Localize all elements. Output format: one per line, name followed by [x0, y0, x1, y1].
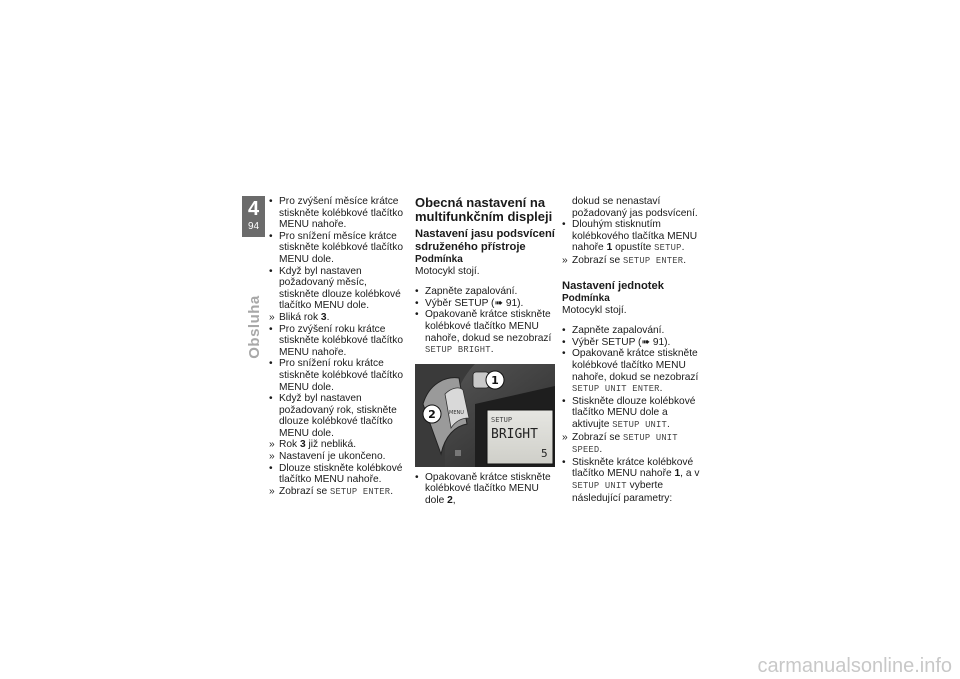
display-line2: BRIGHT: [491, 426, 538, 442]
item-text: Stiskněte krátce kolébkové tlačítko MENU nahoře: [572, 456, 694, 480]
item-text: .: [326, 311, 330, 323]
watermark: carmanualsonline.info: [757, 655, 952, 677]
instruction-list: [415, 472, 555, 507]
bullet-marker: •: [562, 336, 566, 348]
callout-1: [486, 371, 504, 389]
list-item: [269, 324, 409, 359]
item-text: .: [681, 242, 685, 254]
item-text: .: [599, 444, 603, 456]
item-text: Výběr SETUP (➠ 91).: [425, 297, 524, 309]
item-text: Když byl nastaven požadovaný měsíc, stiskněte dlouze kolébkové tlačítko MENU dole.: [279, 265, 401, 312]
display-text: SETUP UNIT SPEED: [572, 432, 678, 456]
column-2: [415, 196, 555, 507]
item-text: Zapněte zapalování.: [572, 325, 665, 337]
list-item: [562, 255, 702, 268]
reference-number: 3: [320, 311, 327, 323]
item-text: Opakovaně krátce stiskněte kolébkové tlačítko MENU nahoře, dokud se nezobrazí: [572, 348, 699, 383]
subsection-title: Nastavení jednotek: [562, 279, 664, 292]
display-text: SETUP UNIT: [572, 480, 627, 491]
condition-text: Motocykl stojí.: [415, 265, 480, 277]
item-text: Opakovaně krátce stiskněte kolébkové tlačítko MENU nahoře, dokud se nezobrazí: [425, 309, 552, 344]
list-item: [269, 486, 409, 499]
bullet-marker: •: [562, 219, 566, 231]
reference-number: 3: [299, 439, 306, 451]
display-line1: SETUP: [491, 415, 513, 424]
instrument-photo: [415, 364, 555, 467]
list-item: [415, 286, 555, 298]
item-text: Zapněte zapalování.: [425, 286, 518, 298]
bullet-marker: •: [562, 348, 566, 360]
list-item: [415, 298, 555, 310]
list-item: [562, 325, 702, 337]
column-1: [269, 196, 409, 498]
item-text: Nastavení je ukončeno.: [279, 451, 386, 463]
instruction-list: [562, 325, 702, 504]
list-item: [269, 439, 409, 451]
result-marker: »: [562, 431, 568, 443]
bullet-marker: •: [562, 325, 566, 337]
list-item: [269, 358, 409, 393]
instruction-list: [269, 196, 409, 498]
column-3: [562, 196, 702, 504]
list-item: [415, 472, 555, 507]
bullet-marker: •: [562, 456, 566, 468]
reference-number: 1: [606, 242, 613, 254]
item-text: Opakovaně krátce stiskněte kolébkové tlačítko MENU dole: [425, 471, 551, 506]
item-text: Pro snížení roku krátce stiskněte kolébkové tlačítko MENU dole.: [279, 358, 404, 393]
list-item: [562, 457, 702, 504]
item-text: ,: [452, 494, 456, 506]
item-text: .: [683, 254, 687, 266]
list-item: [269, 393, 409, 439]
bullet-marker: •: [415, 286, 419, 298]
chapter-tab: [242, 196, 265, 237]
bullet-marker: •: [269, 230, 273, 242]
list-item: [415, 309, 555, 356]
item-text: , a v: [680, 468, 700, 480]
list-item: [562, 348, 702, 395]
list-item: [562, 219, 702, 255]
item-text: Zobrazí se: [572, 431, 623, 443]
bullet-marker: •: [269, 323, 273, 335]
display-text: SETUP UNIT ENTER: [572, 384, 660, 395]
section-title: Obecná nastavení na multifunkčním displeji: [415, 195, 553, 224]
result-marker: »: [269, 451, 275, 463]
item-text: Bliká rok: [279, 311, 321, 323]
bullet-marker: •: [562, 395, 566, 407]
display-digit: 5: [541, 446, 548, 460]
chapter-number: 4: [247, 198, 260, 220]
item-text: Stiskněte dlouze kolébkové tlačítko MENU dole a aktivujte: [572, 395, 696, 430]
item-text: .: [490, 344, 494, 356]
bullet-marker: •: [269, 265, 273, 277]
list-item: [562, 396, 702, 432]
bullet-marker: •: [269, 462, 273, 474]
item-text: .: [390, 485, 394, 497]
bullet-marker: •: [415, 309, 419, 321]
item-text: již nebliká.: [305, 439, 357, 451]
display-text: SETUP BRIGHT: [425, 345, 491, 356]
result-marker: »: [269, 485, 275, 497]
item-text: vyberte následující parametry:: [572, 479, 673, 504]
item-text: Pro snížení měsíce krátce stiskněte kolébkové tlačítko MENU dole.: [279, 230, 404, 265]
section-label: Obsluha: [245, 295, 263, 359]
bullet-marker: •: [269, 393, 273, 405]
item-text: .: [667, 419, 670, 430]
callout-2-label: 2: [428, 407, 436, 421]
item-text: .: [659, 383, 663, 395]
result-marker: »: [269, 439, 275, 451]
list-item: [269, 451, 409, 463]
callout-2: [423, 405, 441, 423]
bullet-marker: •: [269, 196, 273, 207]
list-item: [269, 231, 409, 266]
list-item: [269, 463, 409, 486]
result-marker: »: [269, 311, 275, 323]
list-item: [562, 337, 702, 349]
item-text: Rok: [279, 439, 300, 451]
list-item: [269, 312, 409, 324]
display-text: SETUP UNIT: [612, 420, 667, 430]
item-text: Zobrazí se: [572, 254, 623, 266]
instruction-list: [562, 219, 702, 267]
bullet-marker: •: [269, 358, 273, 370]
reference-number: 2: [447, 494, 453, 506]
display-text: SETUP ENTER: [329, 486, 391, 497]
bullet-marker: •: [415, 471, 419, 483]
condition-text: Motocykl stojí.: [562, 304, 627, 316]
instruction-list: [415, 286, 555, 357]
condition-label: Podmínka: [562, 293, 610, 305]
item-text: Výběr SETUP (➠ 91).: [572, 336, 671, 348]
item-text: Když byl nastaven požadovaný rok, stiskněte dlouze kolébkové tlačítko MENU dole.: [279, 393, 397, 439]
reference-number: 1: [674, 468, 681, 480]
item-text: Pro zvýšení měsíce krátce stiskněte kolébkové tlačítko MENU nahoře.: [279, 196, 404, 231]
list-item: [269, 266, 409, 312]
menu-button-label: MENU: [449, 409, 464, 416]
item-text: Zobrazí se: [279, 485, 330, 497]
bullet-marker: •: [415, 297, 419, 309]
display-text: SETUP ENTER: [622, 255, 684, 266]
list-item: [269, 196, 409, 231]
item-text: opustíte: [612, 242, 655, 254]
item-text: Pro zvýšení roku krátce stiskněte kolébkové tlačítko MENU nahoře.: [279, 323, 404, 358]
subsection-title: Nastavení jasu podsvícení sdruženého přístroje: [415, 228, 555, 253]
result-marker: »: [562, 254, 568, 266]
item-text: Dlouhým stisknutím kolébkového tlačítka MENU nahoře: [572, 219, 698, 254]
item-text: Dlouze stiskněte kolébkové tlačítko MENU nahoře.: [279, 462, 403, 486]
callout-1-label: 1: [491, 373, 499, 387]
page-number: 94: [247, 221, 260, 232]
list-item: [562, 432, 702, 457]
display-text: SETUP: [654, 243, 682, 254]
condition-label: Podmínka: [415, 254, 463, 265]
continued-text: dokud se nenastaví požadovaný jas podsvícení.: [572, 196, 698, 219]
